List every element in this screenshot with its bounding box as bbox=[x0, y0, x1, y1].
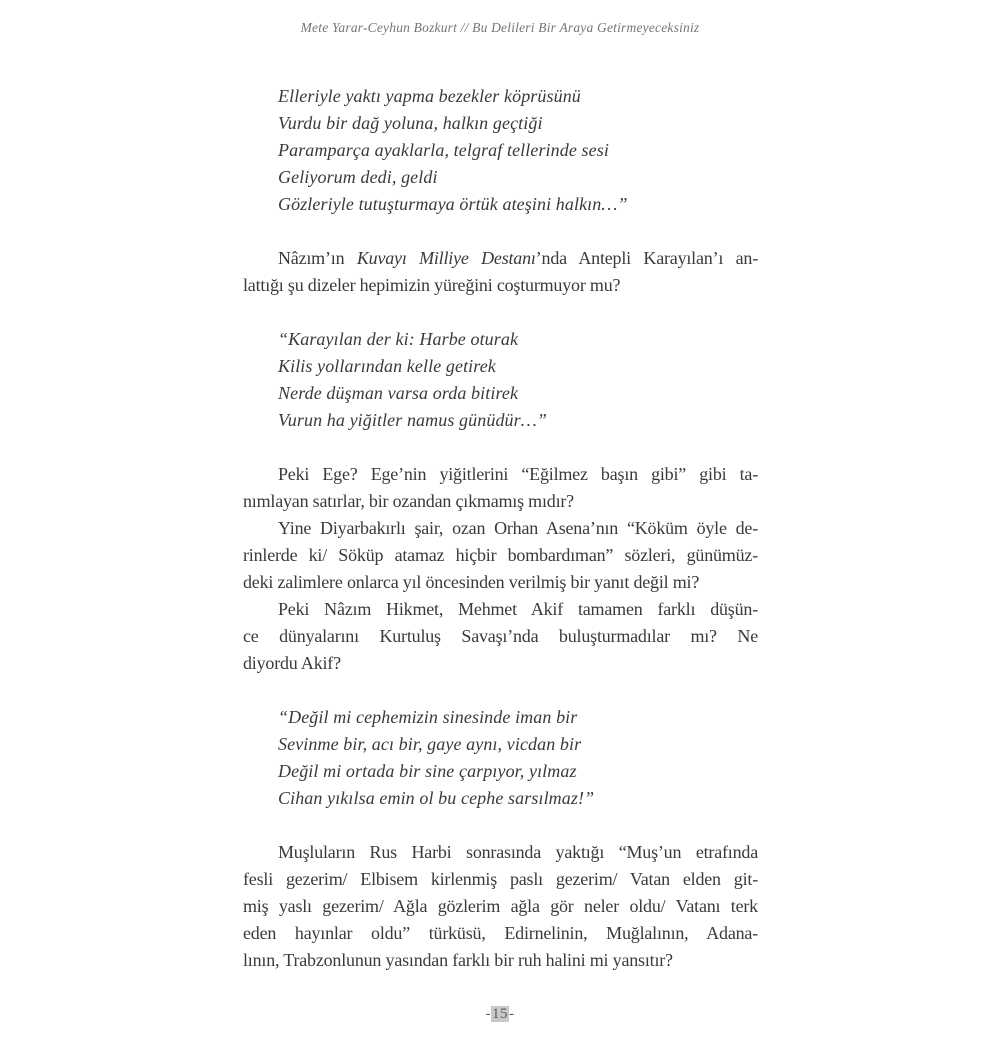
paragraph-line: lının, Trabzonlunun yasından farklı bir ruh halini mi yansıtır? bbox=[243, 950, 673, 970]
poem-line: Kilis yollarından kelle getirek bbox=[278, 356, 496, 376]
poem-block bbox=[243, 326, 758, 434]
text-column bbox=[243, 83, 758, 974]
paragraph-line: rinlerde ki/ Söküp atamaz hiçbir bombardıman” sözleri, günümüz- bbox=[243, 545, 758, 565]
poem-line: Vurun ha yiğitler namus günüdür…” bbox=[278, 410, 547, 430]
paragraph-line: eden hayınlar oldu” türküsü, Edirnelinin, Muğlalının, Adana- bbox=[243, 923, 758, 943]
running-header: Mete Yarar-Ceyhun Bozkurt // Bu Delileri Bir Araya Getirmeyeceksiniz bbox=[300, 20, 700, 35]
poem-line: Sevinme bir, acı bir, gaye aynı, vicdan bir bbox=[278, 734, 582, 754]
paragraph-block bbox=[243, 461, 758, 515]
poem-line: Paramparça ayaklarla, telgraf tellerinde sesi bbox=[278, 140, 609, 160]
paragraph-line: fesli gezerim/ Elbisem kirlenmiş paslı gezerim/ Vatan elden git- bbox=[243, 869, 758, 889]
paragraph-line: nımlayan satırlar, bir ozandan çıkmamış mıdır? bbox=[243, 491, 574, 511]
paragraph-block bbox=[243, 839, 758, 974]
paragraph-line: Peki Nâzım Hikmet, Mehmet Akif tamamen farklı düşün- bbox=[278, 599, 758, 619]
poem-line: “Değil mi cephemizin sinesinde iman bir bbox=[278, 707, 578, 727]
poem-line: Nerde düşman varsa orda bitirek bbox=[278, 383, 519, 403]
text-segment: Nâzım’ın bbox=[278, 248, 357, 268]
paragraph-line: ce dünyalarını Kurtuluş Savaşı’nda buluşturmadılar mı? Ne bbox=[243, 626, 758, 646]
page-number bbox=[0, 1006, 1000, 1023]
paragraph-block bbox=[243, 596, 758, 677]
paragraph-line bbox=[243, 245, 758, 272]
paragraph-line: diyordu Akif? bbox=[243, 653, 341, 673]
poem-line: Vurdu bir dağ yoluna, halkın geçtiği bbox=[278, 113, 543, 133]
page-number-dash-right: - bbox=[509, 1006, 515, 1022]
paragraph-line: lattığı şu dizeler hepimizin yüreğini coşturmuyor mu? bbox=[243, 275, 621, 295]
paragraph-line: deki zalimlere onlarca yıl öncesinden verilmiş bir yanıt değil mi? bbox=[243, 572, 700, 592]
paragraph-line: Muşluların Rus Harbi sonrasında yaktığı “Muş’un etrafında bbox=[278, 842, 758, 862]
poem-line: Geliyorum dedi, geldi bbox=[278, 167, 438, 187]
poem-line: Değil mi ortada bir sine çarpıyor, yılmaz bbox=[278, 761, 577, 781]
poem-block bbox=[243, 704, 758, 812]
poem-line: Cihan yıkılsa emin ol bu cephe sarsılmaz!” bbox=[278, 788, 595, 808]
paragraph-block bbox=[243, 515, 758, 596]
poem-line: Elleriyle yaktı yapma bezekler köprüsünü bbox=[278, 86, 581, 106]
paragraph-line: miş yaslı gezerim/ Ağla gözlerim ağla gör neler oldu/ Vatanı terk bbox=[243, 896, 758, 916]
italic-text-segment: Kuvayı Milliye Destanı bbox=[356, 248, 536, 268]
page-number-dash-left: - bbox=[485, 1006, 491, 1022]
text-segment: ’nda Antepli Karayılan’ı an- bbox=[535, 248, 759, 268]
paragraph-line: Yine Diyarbakırlı şair, ozan Orhan Asena’nın “Köküm öyle de- bbox=[278, 518, 758, 538]
paragraph-line: Peki Ege? Ege’nin yiğitlerini “Eğilmez başın gibi” gibi ta- bbox=[278, 464, 758, 484]
poem-line: Gözleriyle tutuşturmaya örtük ateşini halkın…” bbox=[278, 194, 628, 214]
paragraph-block bbox=[243, 245, 758, 299]
poem-block bbox=[243, 83, 758, 218]
poem-line: “Karayılan der ki: Harbe oturak bbox=[278, 329, 519, 349]
page-number-value: 15 bbox=[492, 1006, 508, 1022]
